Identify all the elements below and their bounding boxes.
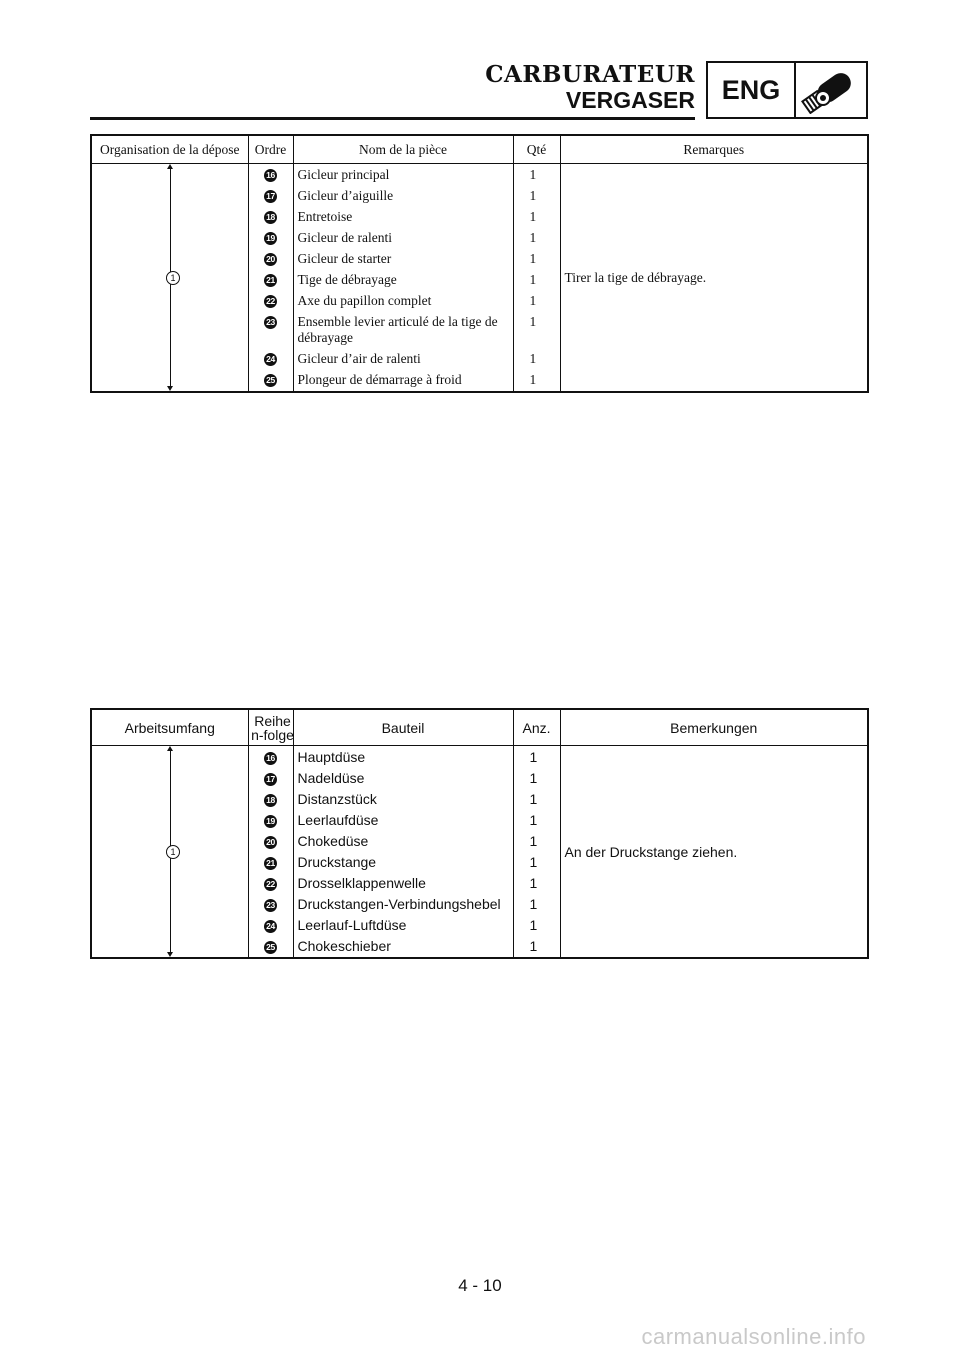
part-name: Tige de débrayage [293, 270, 513, 291]
part-quantity: 1 [513, 873, 560, 894]
part-name: Drosselklappenwelle [293, 873, 513, 894]
section-badge [706, 61, 868, 119]
part-name: Ensemble levier articulé de la tige de débrayage [293, 312, 513, 349]
order-number-badge: 20 [264, 253, 277, 266]
column-header-work-scope: Arbeitsumfang [91, 709, 248, 746]
part-quantity: 1 [513, 894, 560, 915]
part-quantity: 1 [513, 207, 560, 228]
part-name: Leerlauf-Luftdüse [293, 915, 513, 936]
column-header-sequence-label: Reihen-folge [251, 712, 294, 743]
part-name: Hauptdüse [293, 746, 513, 769]
part-name: Entretoise [293, 207, 513, 228]
part-quantity: 1 [513, 186, 560, 207]
part-name: Chokedüse [293, 831, 513, 852]
part-name: Gicleur de ralenti [293, 228, 513, 249]
remark-text: Tirer la tige de débrayage. [564, 269, 707, 285]
order-number-badge: 20 [264, 836, 277, 849]
part-quantity: 1 [513, 164, 560, 187]
remark-cell [560, 746, 868, 959]
parts-table-german [90, 708, 869, 959]
column-header-part-name: Nom de la pièce [293, 135, 513, 164]
section-badge-label: ENG [708, 63, 796, 117]
order-number-badge: 16 [264, 169, 277, 182]
arrow-down-icon [167, 952, 173, 957]
part-quantity: 1 [513, 249, 560, 270]
part-quantity: 1 [513, 789, 560, 810]
part-quantity: 1 [513, 270, 560, 291]
order-number-badge: 25 [264, 374, 277, 387]
column-header-order: Ordre [248, 135, 293, 164]
section-title-french: CARBURATEUR [485, 61, 695, 88]
order-number-badge: 25 [264, 941, 277, 954]
section-title-german: VERGASER [565, 87, 695, 113]
column-header-component: Bauteil [293, 709, 513, 746]
table-row [91, 164, 868, 187]
order-number-badge: 18 [264, 794, 277, 807]
order-number-badge: 22 [264, 878, 277, 891]
part-quantity: 1 [513, 746, 560, 769]
order-number-badge: 21 [264, 857, 277, 870]
part-name: Chokeschieber [293, 936, 513, 958]
part-name: Druckstangen-Verbindungshebel [293, 894, 513, 915]
part-name: Leerlaufdüse [293, 810, 513, 831]
part-name: Distanzstück [293, 789, 513, 810]
column-header-quantity: Qté [513, 135, 560, 164]
engine-icon [796, 63, 866, 117]
part-name: Nadeldüse [293, 768, 513, 789]
order-number-badge: 17 [264, 773, 277, 786]
group-number-badge: 1 [166, 845, 180, 859]
part-name: Druckstange [293, 852, 513, 873]
part-quantity: 1 [513, 370, 560, 392]
order-number-badge: 19 [264, 232, 277, 245]
order-number-badge: 23 [264, 316, 277, 329]
part-quantity: 1 [513, 349, 560, 370]
column-header-organisation: Organisation de la dépose [91, 135, 248, 164]
part-name: Gicleur principal [293, 164, 513, 187]
remark-cell [560, 164, 868, 393]
table-row [91, 746, 868, 769]
page-number: 4 - 10 [458, 1276, 502, 1295]
part-name: Plongeur de démarrage à froid [293, 370, 513, 392]
part-quantity: 1 [513, 228, 560, 249]
part-quantity: 1 [513, 852, 560, 873]
remark-text: An der Druckstange ziehen. [564, 843, 738, 860]
arrow-down-icon [167, 386, 173, 391]
order-number-badge: 17 [264, 190, 277, 203]
part-quantity: 1 [513, 810, 560, 831]
order-number-badge: 18 [264, 211, 277, 224]
group-number-badge: 1 [166, 271, 180, 285]
order-number-badge: 23 [264, 899, 277, 912]
order-number-badge: 19 [264, 815, 277, 828]
part-name: Gicleur d’aiguille [293, 186, 513, 207]
part-name: Gicleur d’air de ralenti [293, 349, 513, 370]
arrow-up-icon [167, 746, 173, 751]
part-name: Gicleur de starter [293, 249, 513, 270]
column-header-quantity: Anz. [513, 709, 560, 746]
part-quantity: 1 [513, 831, 560, 852]
part-name: Axe du papillon complet [293, 291, 513, 312]
order-number-badge: 24 [264, 353, 277, 366]
part-quantity: 1 [513, 768, 560, 789]
column-header-remarks: Remarques [560, 135, 868, 164]
order-number-badge: 21 [264, 274, 277, 287]
part-quantity: 1 [513, 915, 560, 936]
column-header-sequence [248, 709, 293, 746]
order-number-badge: 22 [264, 295, 277, 308]
arrow-up-icon [167, 164, 173, 169]
part-quantity: 1 [513, 312, 560, 349]
removal-group-bracket [91, 164, 248, 393]
part-quantity: 1 [513, 936, 560, 958]
header-rule [90, 117, 695, 120]
work-group-bracket [91, 746, 248, 959]
parts-table-french [90, 134, 869, 393]
column-header-remarks: Bemerkungen [560, 709, 868, 746]
order-number-badge: 24 [264, 920, 277, 933]
order-number-badge: 16 [264, 752, 277, 765]
part-quantity: 1 [513, 291, 560, 312]
watermark[interactable]: carmanualsonline.info [641, 1324, 866, 1349]
